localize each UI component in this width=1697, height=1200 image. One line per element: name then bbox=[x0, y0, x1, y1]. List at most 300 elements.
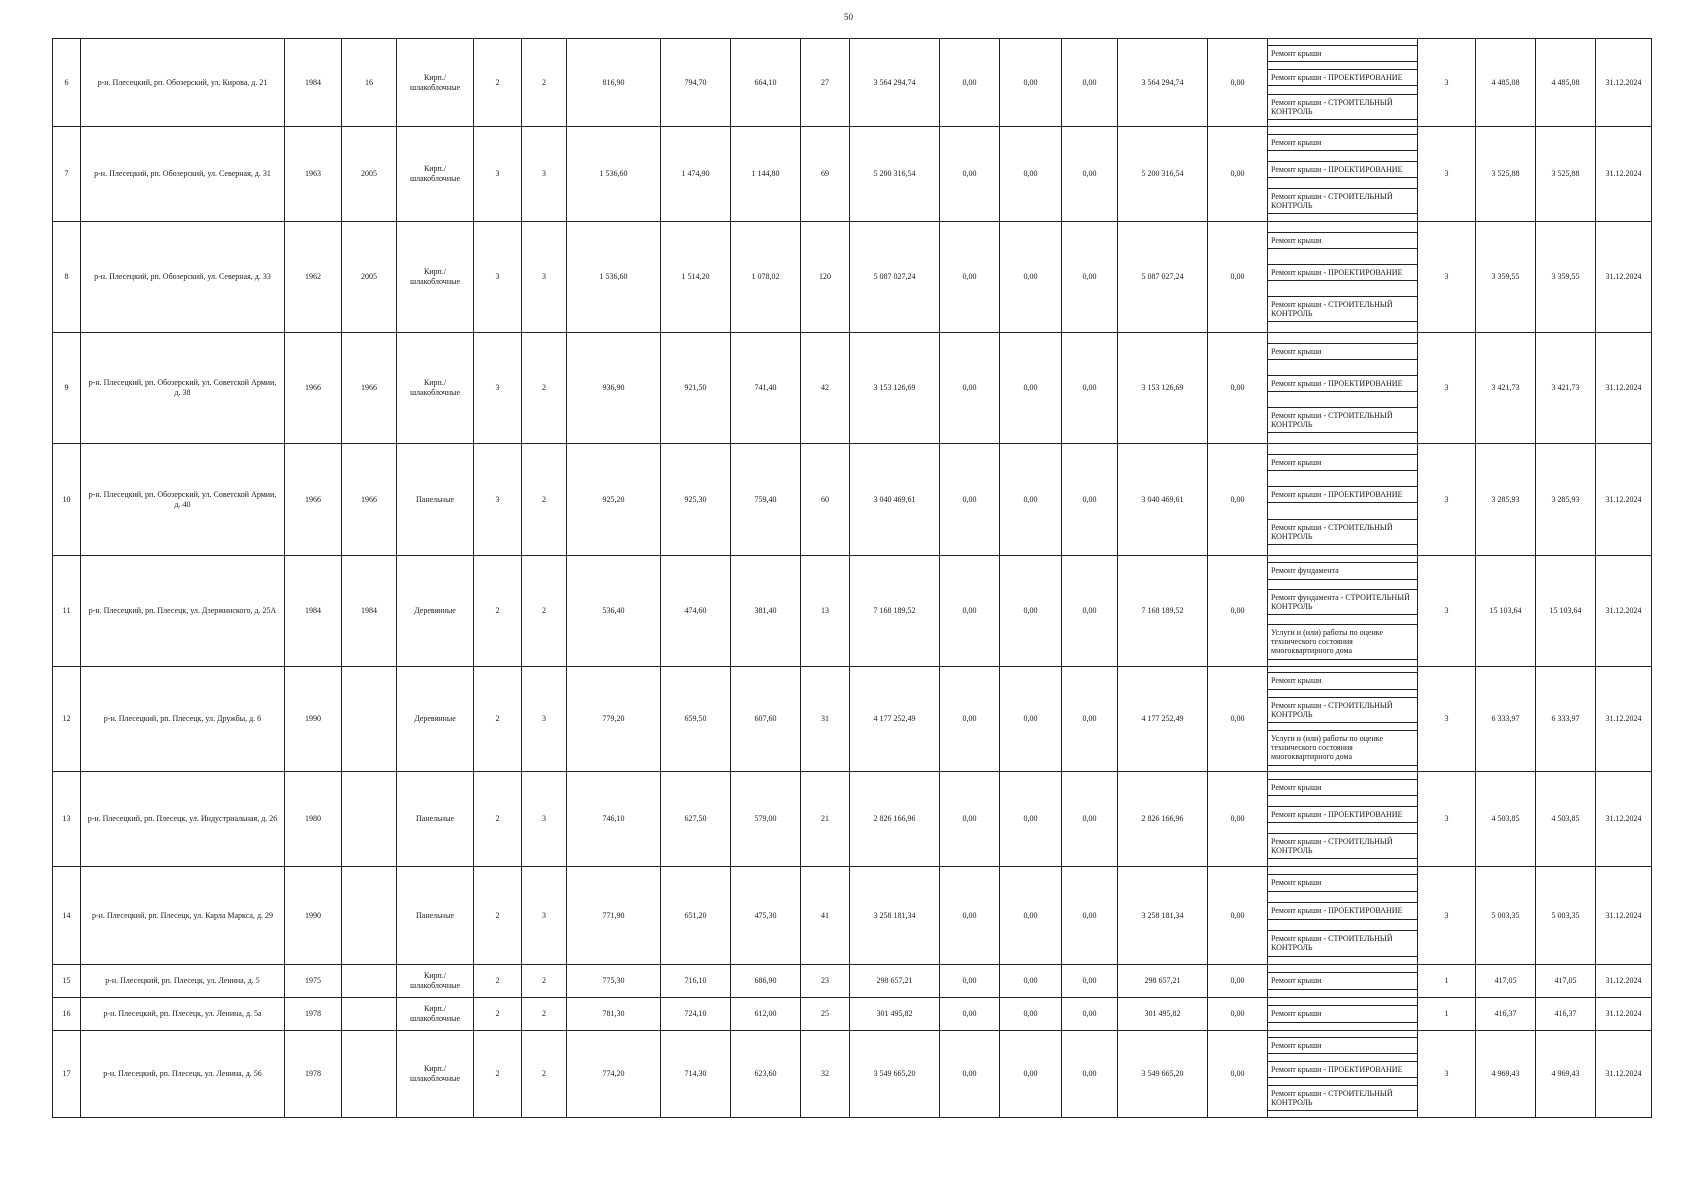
floors-cell: 3 bbox=[474, 444, 522, 556]
year-built-cell: 1984 bbox=[285, 556, 342, 667]
address-cell: р-н. Плесецкий, рп. Обозерский, ул. Советской Армии, д. 38 bbox=[81, 333, 285, 444]
fund-source-2-cell: 0,00 bbox=[1000, 556, 1062, 667]
work-count-cell: 1 bbox=[1418, 965, 1476, 998]
year-reconstruction-cell: 1984 bbox=[342, 556, 397, 667]
owners-funds-cell: 3 153 126,69 bbox=[1118, 333, 1208, 444]
max-unit-cost-cell: 417,05 bbox=[1536, 965, 1596, 998]
address-cell: р-н. Плесецкий, рп. Плесецк, ул. Дзержинского, д. 25А bbox=[81, 556, 285, 667]
fund-source-3-cell: 0,00 bbox=[1062, 222, 1118, 333]
wall-material-cell: Кирп./ шлакоблочные bbox=[397, 333, 474, 444]
year-built-cell: 1966 bbox=[285, 444, 342, 556]
entrances-cell: 3 bbox=[522, 772, 567, 867]
works-cell bbox=[1268, 1031, 1418, 1118]
works-cell bbox=[1268, 222, 1418, 333]
work-item: Ремонт крыши - СТРОИТЕЛЬНЫЙ КОНТРОЛЬ bbox=[1268, 833, 1418, 859]
table-row bbox=[53, 127, 1652, 222]
total-area-cell: 536,40 bbox=[567, 556, 661, 667]
other-funds-cell: 0,00 bbox=[1208, 39, 1268, 127]
wall-material-cell: Кирп./ шлакоблочные bbox=[397, 998, 474, 1031]
address-cell: р-н. Плесецкий, рп. Обозерский, ул. Советской Армии, д. 40 bbox=[81, 444, 285, 556]
fund-source-3-cell: 0,00 bbox=[1062, 556, 1118, 667]
work-count-cell: 3 bbox=[1418, 1031, 1476, 1118]
address-cell: р-н. Плесецкий, рп. Плесецк, ул. Индустриальная, д. 26 bbox=[81, 772, 285, 867]
fund-source-1-cell: 0,00 bbox=[940, 1031, 1000, 1118]
deadline-cell: 31.12.2024 bbox=[1596, 772, 1652, 867]
wall-material-cell: Кирп./ шлакоблочные bbox=[397, 127, 474, 222]
fund-source-2-cell: 0,00 bbox=[1000, 867, 1062, 965]
year-built-cell: 1980 bbox=[285, 772, 342, 867]
works-cell bbox=[1268, 867, 1418, 965]
residential-area-cell: 1 078,02 bbox=[731, 222, 801, 333]
work-count-cell: 3 bbox=[1418, 222, 1476, 333]
row-number: 15 bbox=[53, 965, 81, 998]
fund-source-3-cell: 0,00 bbox=[1062, 965, 1118, 998]
residential-area-cell: 741,40 bbox=[731, 333, 801, 444]
wall-material-cell: Панельные bbox=[397, 867, 474, 965]
max-unit-cost-cell: 3 285,93 bbox=[1536, 444, 1596, 556]
residential-area-cell: 612,00 bbox=[731, 998, 801, 1031]
residential-area-cell: 759,40 bbox=[731, 444, 801, 556]
total-area-cell: 771,90 bbox=[567, 867, 661, 965]
year-reconstruction-cell: 2005 bbox=[342, 127, 397, 222]
fund-source-2-cell: 0,00 bbox=[1000, 772, 1062, 867]
entrances-cell: 2 bbox=[522, 556, 567, 667]
deadline-cell: 31.12.2024 bbox=[1596, 965, 1652, 998]
fund-source-1-cell: 0,00 bbox=[940, 667, 1000, 772]
other-funds-cell: 0,00 bbox=[1208, 772, 1268, 867]
works-cell bbox=[1268, 39, 1418, 127]
work-item: Ремонт крыши bbox=[1268, 454, 1418, 471]
work-item: Ремонт крыши bbox=[1268, 1005, 1418, 1022]
work-item: Ремонт крыши bbox=[1268, 134, 1418, 151]
table-row bbox=[53, 333, 1652, 444]
max-unit-cost-cell: 5 003,35 bbox=[1536, 867, 1596, 965]
year-reconstruction-cell bbox=[342, 667, 397, 772]
fund-source-3-cell: 0,00 bbox=[1062, 39, 1118, 127]
fund-source-2-cell: 0,00 bbox=[1000, 333, 1062, 444]
work-item: Ремонт крыши - ПРОЕКТИРОВАНИЕ bbox=[1268, 375, 1418, 392]
residents-cell: 13 bbox=[801, 556, 850, 667]
floors-cell: 3 bbox=[474, 127, 522, 222]
total-area-cell: 925,20 bbox=[567, 444, 661, 556]
max-unit-cost-cell: 4 503,85 bbox=[1536, 772, 1596, 867]
residents-cell: 23 bbox=[801, 965, 850, 998]
owners-funds-cell: 7 168 189,52 bbox=[1118, 556, 1208, 667]
entrances-cell: 3 bbox=[522, 222, 567, 333]
year-reconstruction-cell bbox=[342, 998, 397, 1031]
fund-source-3-cell: 0,00 bbox=[1062, 867, 1118, 965]
table-row bbox=[53, 867, 1652, 965]
year-reconstruction-cell bbox=[342, 867, 397, 965]
fund-source-3-cell: 0,00 bbox=[1062, 772, 1118, 867]
table-row bbox=[53, 222, 1652, 333]
year-built-cell: 1963 bbox=[285, 127, 342, 222]
unit-cost-cell: 417,05 bbox=[1476, 965, 1536, 998]
deadline-cell: 31.12.2024 bbox=[1596, 1031, 1652, 1118]
housing-repair-register-table bbox=[52, 38, 1652, 1118]
residents-cell: 25 bbox=[801, 998, 850, 1031]
premises-area-cell: 716,10 bbox=[661, 965, 731, 998]
deadline-cell: 31.12.2024 bbox=[1596, 867, 1652, 965]
work-item: Ремонт крыши bbox=[1268, 45, 1418, 62]
premises-area-cell: 925,30 bbox=[661, 444, 731, 556]
fund-source-3-cell: 0,00 bbox=[1062, 998, 1118, 1031]
total-area-cell: 1 536,60 bbox=[567, 222, 661, 333]
fund-source-2-cell: 0,00 bbox=[1000, 444, 1062, 556]
entrances-cell: 3 bbox=[522, 667, 567, 772]
deadline-cell: 31.12.2024 bbox=[1596, 333, 1652, 444]
entrances-cell: 2 bbox=[522, 1031, 567, 1118]
address-cell: р-н. Плесецкий, рп. Обозерский, ул. Северная, д. 33 bbox=[81, 222, 285, 333]
other-funds-cell: 0,00 bbox=[1208, 667, 1268, 772]
residential-area-cell: 381,40 bbox=[731, 556, 801, 667]
floors-cell: 2 bbox=[474, 772, 522, 867]
year-built-cell: 1962 bbox=[285, 222, 342, 333]
work-item: Ремонт крыши bbox=[1268, 672, 1418, 689]
unit-cost-cell: 15 103,64 bbox=[1476, 556, 1536, 667]
owners-funds-cell: 5 200 316,54 bbox=[1118, 127, 1208, 222]
fund-source-3-cell: 0,00 bbox=[1062, 127, 1118, 222]
premises-area-cell: 1 474,90 bbox=[661, 127, 731, 222]
work-item: Ремонт крыши - ПРОЕКТИРОВАНИЕ bbox=[1268, 902, 1418, 919]
residential-area-cell: 579,00 bbox=[731, 772, 801, 867]
work-item: Ремонт крыши - ПРОЕКТИРОВАНИЕ bbox=[1268, 806, 1418, 823]
work-count-cell: 3 bbox=[1418, 667, 1476, 772]
max-unit-cost-cell: 6 333,97 bbox=[1536, 667, 1596, 772]
max-unit-cost-cell: 3 421,73 bbox=[1536, 333, 1596, 444]
work-item: Ремонт крыши - ПРОЕКТИРОВАНИЕ bbox=[1268, 264, 1418, 281]
address-cell: р-н. Плесецкий, рп. Плесецк, ул. Дружбы, д. 6 bbox=[81, 667, 285, 772]
floors-cell: 2 bbox=[474, 1031, 522, 1118]
fund-source-2-cell: 0,00 bbox=[1000, 127, 1062, 222]
work-item: Услуги и (или) работы по оценке технического состояния многоквартирного дома bbox=[1268, 730, 1418, 766]
residential-area-cell: 1 144,80 bbox=[731, 127, 801, 222]
year-built-cell: 1966 bbox=[285, 333, 342, 444]
premises-area-cell: 627,50 bbox=[661, 772, 731, 867]
row-number: 6 bbox=[53, 39, 81, 127]
premises-area-cell: 794,70 bbox=[661, 39, 731, 127]
premises-area-cell: 714,30 bbox=[661, 1031, 731, 1118]
floors-cell: 2 bbox=[474, 39, 522, 127]
residential-area-cell: 664,10 bbox=[731, 39, 801, 127]
total-area-cell: 781,30 bbox=[567, 998, 661, 1031]
work-item: Ремонт крыши - ПРОЕКТИРОВАНИЕ bbox=[1268, 69, 1418, 86]
year-built-cell: 1978 bbox=[285, 1031, 342, 1118]
max-unit-cost-cell: 4 969,43 bbox=[1536, 1031, 1596, 1118]
works-cell bbox=[1268, 998, 1418, 1031]
work-item: Ремонт крыши - СТРОИТЕЛЬНЫЙ КОНТРОЛЬ bbox=[1268, 1085, 1418, 1111]
work-item: Ремонт крыши bbox=[1268, 779, 1418, 796]
deadline-cell: 31.12.2024 bbox=[1596, 556, 1652, 667]
works-cell bbox=[1268, 965, 1418, 998]
fund-source-2-cell: 0,00 bbox=[1000, 222, 1062, 333]
row-number: 17 bbox=[53, 1031, 81, 1118]
total-area-cell: 775,30 bbox=[567, 965, 661, 998]
fund-source-1-cell: 0,00 bbox=[940, 222, 1000, 333]
floors-cell: 3 bbox=[474, 222, 522, 333]
entrances-cell: 2 bbox=[522, 333, 567, 444]
premises-area-cell: 651,20 bbox=[661, 867, 731, 965]
deadline-cell: 31.12.2024 bbox=[1596, 998, 1652, 1031]
works-cell bbox=[1268, 667, 1418, 772]
work-item: Ремонт крыши bbox=[1268, 1037, 1418, 1054]
work-item: Ремонт крыши - СТРОИТЕЛЬНЫЙ КОНТРОЛЬ bbox=[1268, 519, 1418, 545]
unit-cost-cell: 3 285,93 bbox=[1476, 444, 1536, 556]
total-cost-cell: 2 826 166,96 bbox=[850, 772, 940, 867]
owners-funds-cell: 301 495,82 bbox=[1118, 998, 1208, 1031]
wall-material-cell: Кирп./ шлакоблочные bbox=[397, 1031, 474, 1118]
wall-material-cell: Панельные bbox=[397, 444, 474, 556]
table-row bbox=[53, 444, 1652, 556]
fund-source-3-cell: 0,00 bbox=[1062, 1031, 1118, 1118]
year-reconstruction-cell: 16 bbox=[342, 39, 397, 127]
residential-area-cell: 475,30 bbox=[731, 867, 801, 965]
residents-cell: 42 bbox=[801, 333, 850, 444]
total-cost-cell: 3 040 469,61 bbox=[850, 444, 940, 556]
total-cost-cell: 3 549 665,20 bbox=[850, 1031, 940, 1118]
row-number: 16 bbox=[53, 998, 81, 1031]
residents-cell: 31 bbox=[801, 667, 850, 772]
total-cost-cell: 3 258 181,34 bbox=[850, 867, 940, 965]
total-cost-cell: 5 087 027,24 bbox=[850, 222, 940, 333]
deadline-cell: 31.12.2024 bbox=[1596, 222, 1652, 333]
premises-area-cell: 659,50 bbox=[661, 667, 731, 772]
year-built-cell: 1990 bbox=[285, 667, 342, 772]
premises-area-cell: 1 514,20 bbox=[661, 222, 731, 333]
total-cost-cell: 3 564 294,74 bbox=[850, 39, 940, 127]
total-area-cell: 746,10 bbox=[567, 772, 661, 867]
work-item: Ремонт крыши bbox=[1268, 343, 1418, 360]
row-number: 8 bbox=[53, 222, 81, 333]
unit-cost-cell: 6 333,97 bbox=[1476, 667, 1536, 772]
total-cost-cell: 4 177 252,49 bbox=[850, 667, 940, 772]
entrances-cell: 3 bbox=[522, 127, 567, 222]
floors-cell: 2 bbox=[474, 667, 522, 772]
residents-cell: 27 bbox=[801, 39, 850, 127]
residents-cell: 69 bbox=[801, 127, 850, 222]
fund-source-2-cell: 0,00 bbox=[1000, 1031, 1062, 1118]
owners-funds-cell: 298 657,21 bbox=[1118, 965, 1208, 998]
owners-funds-cell: 5 087 027,24 bbox=[1118, 222, 1208, 333]
premises-area-cell: 474,60 bbox=[661, 556, 731, 667]
fund-source-1-cell: 0,00 bbox=[940, 867, 1000, 965]
year-reconstruction-cell bbox=[342, 965, 397, 998]
unit-cost-cell: 5 003,35 bbox=[1476, 867, 1536, 965]
table-row bbox=[53, 556, 1652, 667]
year-reconstruction-cell: 1966 bbox=[342, 444, 397, 556]
work-item: Ремонт крыши - СТРОИТЕЛЬНЫЙ КОНТРОЛЬ bbox=[1268, 188, 1418, 214]
unit-cost-cell: 3 525,88 bbox=[1476, 127, 1536, 222]
fund-source-1-cell: 0,00 bbox=[940, 998, 1000, 1031]
row-number: 10 bbox=[53, 444, 81, 556]
fund-source-1-cell: 0,00 bbox=[940, 39, 1000, 127]
work-item: Ремонт фундамента - СТРОИТЕЛЬНЫЙ КОНТРОЛЬ bbox=[1268, 589, 1418, 615]
total-cost-cell: 5 200 316,54 bbox=[850, 127, 940, 222]
table-row bbox=[53, 965, 1652, 998]
max-unit-cost-cell: 3 359,55 bbox=[1536, 222, 1596, 333]
other-funds-cell: 0,00 bbox=[1208, 867, 1268, 965]
work-item: Ремонт крыши - ПРОЕКТИРОВАНИЕ bbox=[1268, 486, 1418, 503]
fund-source-3-cell: 0,00 bbox=[1062, 667, 1118, 772]
floors-cell: 2 bbox=[474, 965, 522, 998]
fund-source-1-cell: 0,00 bbox=[940, 965, 1000, 998]
total-cost-cell: 7 168 189,52 bbox=[850, 556, 940, 667]
owners-funds-cell: 3 549 665,20 bbox=[1118, 1031, 1208, 1118]
fund-source-2-cell: 0,00 bbox=[1000, 39, 1062, 127]
entrances-cell: 2 bbox=[522, 39, 567, 127]
table-row bbox=[53, 667, 1652, 772]
max-unit-cost-cell: 3 525,88 bbox=[1536, 127, 1596, 222]
owners-funds-cell: 3 040 469,61 bbox=[1118, 444, 1208, 556]
row-number: 12 bbox=[53, 667, 81, 772]
floors-cell: 3 bbox=[474, 333, 522, 444]
residents-cell: 21 bbox=[801, 772, 850, 867]
deadline-cell: 31.12.2024 bbox=[1596, 39, 1652, 127]
unit-cost-cell: 3 359,55 bbox=[1476, 222, 1536, 333]
works-cell bbox=[1268, 333, 1418, 444]
total-cost-cell: 298 657,21 bbox=[850, 965, 940, 998]
max-unit-cost-cell: 4 485,08 bbox=[1536, 39, 1596, 127]
unit-cost-cell: 3 421,73 bbox=[1476, 333, 1536, 444]
work-item: Услуги и (или) работы по оценке технического состояния многоквартирного дома bbox=[1268, 624, 1418, 660]
total-area-cell: 816,90 bbox=[567, 39, 661, 127]
address-cell: р-н. Плесецкий, рп. Плесецк, ул. Ленина, д. 5а bbox=[81, 998, 285, 1031]
work-item: Ремонт крыши - СТРОИТЕЛЬНЫЙ КОНТРОЛЬ bbox=[1268, 94, 1418, 120]
entrances-cell: 2 bbox=[522, 998, 567, 1031]
wall-material-cell: Панельные bbox=[397, 772, 474, 867]
total-area-cell: 779,20 bbox=[567, 667, 661, 772]
work-count-cell: 3 bbox=[1418, 39, 1476, 127]
residents-cell: 32 bbox=[801, 1031, 850, 1118]
work-count-cell: 3 bbox=[1418, 556, 1476, 667]
fund-source-1-cell: 0,00 bbox=[940, 444, 1000, 556]
floors-cell: 2 bbox=[474, 556, 522, 667]
work-item: Ремонт крыши - ПРОЕКТИРОВАНИЕ bbox=[1268, 161, 1418, 178]
residential-area-cell: 686,90 bbox=[731, 965, 801, 998]
unit-cost-cell: 4 503,85 bbox=[1476, 772, 1536, 867]
owners-funds-cell: 4 177 252,49 bbox=[1118, 667, 1208, 772]
address-cell: р-н. Плесецкий, рп. Плесецк, ул. Карла Маркса, д. 29 bbox=[81, 867, 285, 965]
work-item: Ремонт крыши bbox=[1268, 874, 1418, 891]
other-funds-cell: 0,00 bbox=[1208, 333, 1268, 444]
total-area-cell: 936,90 bbox=[567, 333, 661, 444]
entrances-cell: 3 bbox=[522, 867, 567, 965]
total-cost-cell: 3 153 126,69 bbox=[850, 333, 940, 444]
work-count-cell: 3 bbox=[1418, 333, 1476, 444]
other-funds-cell: 0,00 bbox=[1208, 444, 1268, 556]
owners-funds-cell: 3 258 181,34 bbox=[1118, 867, 1208, 965]
owners-funds-cell: 3 564 294,74 bbox=[1118, 39, 1208, 127]
row-number: 9 bbox=[53, 333, 81, 444]
deadline-cell: 31.12.2024 bbox=[1596, 127, 1652, 222]
residents-cell: 41 bbox=[801, 867, 850, 965]
other-funds-cell: 0,00 bbox=[1208, 998, 1268, 1031]
total-cost-cell: 301 495,82 bbox=[850, 998, 940, 1031]
fund-source-1-cell: 0,00 bbox=[940, 333, 1000, 444]
work-count-cell: 3 bbox=[1418, 772, 1476, 867]
table-row bbox=[53, 39, 1652, 127]
work-item: Ремонт крыши - СТРОИТЕЛЬНЫЙ КОНТРОЛЬ bbox=[1268, 296, 1418, 322]
residential-area-cell: 623,60 bbox=[731, 1031, 801, 1118]
work-item: Ремонт крыши - ПРОЕКТИРОВАНИЕ bbox=[1268, 1061, 1418, 1078]
year-reconstruction-cell: 2005 bbox=[342, 222, 397, 333]
works-cell bbox=[1268, 772, 1418, 867]
table-row bbox=[53, 1031, 1652, 1118]
work-item: Ремонт крыши bbox=[1268, 232, 1418, 249]
max-unit-cost-cell: 15 103,64 bbox=[1536, 556, 1596, 667]
work-item: Ремонт крыши - СТРОИТЕЛЬНЫЙ КОНТРОЛЬ bbox=[1268, 930, 1418, 956]
address-cell: р-н. Плесецкий, рп. Плесецк, ул. Ленина, д. 5 bbox=[81, 965, 285, 998]
work-count-cell: 1 bbox=[1418, 998, 1476, 1031]
work-item: Ремонт крыши bbox=[1268, 972, 1418, 989]
table-row bbox=[53, 998, 1652, 1031]
row-number: 7 bbox=[53, 127, 81, 222]
row-number: 13 bbox=[53, 772, 81, 867]
deadline-cell: 31.12.2024 bbox=[1596, 667, 1652, 772]
other-funds-cell: 0,00 bbox=[1208, 556, 1268, 667]
year-built-cell: 1984 bbox=[285, 39, 342, 127]
owners-funds-cell: 2 826 166,96 bbox=[1118, 772, 1208, 867]
unit-cost-cell: 4 485,08 bbox=[1476, 39, 1536, 127]
work-item: Ремонт крыши - СТРОИТЕЛЬНЫЙ КОНТРОЛЬ bbox=[1268, 697, 1418, 723]
premises-area-cell: 921,50 bbox=[661, 333, 731, 444]
deadline-cell: 31.12.2024 bbox=[1596, 444, 1652, 556]
row-number: 11 bbox=[53, 556, 81, 667]
entrances-cell: 2 bbox=[522, 444, 567, 556]
year-built-cell: 1975 bbox=[285, 965, 342, 998]
total-area-cell: 774,20 bbox=[567, 1031, 661, 1118]
fund-source-1-cell: 0,00 bbox=[940, 772, 1000, 867]
wall-material-cell: Кирп./ шлакоблочные bbox=[397, 39, 474, 127]
fund-source-2-cell: 0,00 bbox=[1000, 667, 1062, 772]
works-cell bbox=[1268, 444, 1418, 556]
wall-material-cell: Деревянные bbox=[397, 556, 474, 667]
fund-source-1-cell: 0,00 bbox=[940, 556, 1000, 667]
fund-source-2-cell: 0,00 bbox=[1000, 965, 1062, 998]
work-count-cell: 3 bbox=[1418, 444, 1476, 556]
year-built-cell: 1990 bbox=[285, 867, 342, 965]
unit-cost-cell: 4 969,43 bbox=[1476, 1031, 1536, 1118]
total-area-cell: 1 536,60 bbox=[567, 127, 661, 222]
fund-source-3-cell: 0,00 bbox=[1062, 444, 1118, 556]
fund-source-2-cell: 0,00 bbox=[1000, 998, 1062, 1031]
wall-material-cell: Кирп./ шлакоблочные bbox=[397, 222, 474, 333]
page-number: 50 bbox=[844, 12, 853, 22]
year-built-cell: 1978 bbox=[285, 998, 342, 1031]
work-count-cell: 3 bbox=[1418, 867, 1476, 965]
work-item: Ремонт крыши - СТРОИТЕЛЬНЫЙ КОНТРОЛЬ bbox=[1268, 407, 1418, 433]
address-cell: р-н. Плесецкий, рп. Обозерский, ул. Северная, д. 31 bbox=[81, 127, 285, 222]
other-funds-cell: 0,00 bbox=[1208, 965, 1268, 998]
year-reconstruction-cell bbox=[342, 1031, 397, 1118]
other-funds-cell: 0,00 bbox=[1208, 1031, 1268, 1118]
table-row bbox=[53, 772, 1652, 867]
residents-cell: 60 bbox=[801, 444, 850, 556]
entrances-cell: 2 bbox=[522, 965, 567, 998]
row-number: 14 bbox=[53, 867, 81, 965]
residential-area-cell: 607,60 bbox=[731, 667, 801, 772]
work-count-cell: 3 bbox=[1418, 127, 1476, 222]
wall-material-cell: Кирп./ шлакоблочные bbox=[397, 965, 474, 998]
works-cell bbox=[1268, 556, 1418, 667]
other-funds-cell: 0,00 bbox=[1208, 127, 1268, 222]
wall-material-cell: Деревянные bbox=[397, 667, 474, 772]
other-funds-cell: 0,00 bbox=[1208, 222, 1268, 333]
year-reconstruction-cell bbox=[342, 772, 397, 867]
floors-cell: 2 bbox=[474, 867, 522, 965]
fund-source-1-cell: 0,00 bbox=[940, 127, 1000, 222]
residents-cell: 120 bbox=[801, 222, 850, 333]
